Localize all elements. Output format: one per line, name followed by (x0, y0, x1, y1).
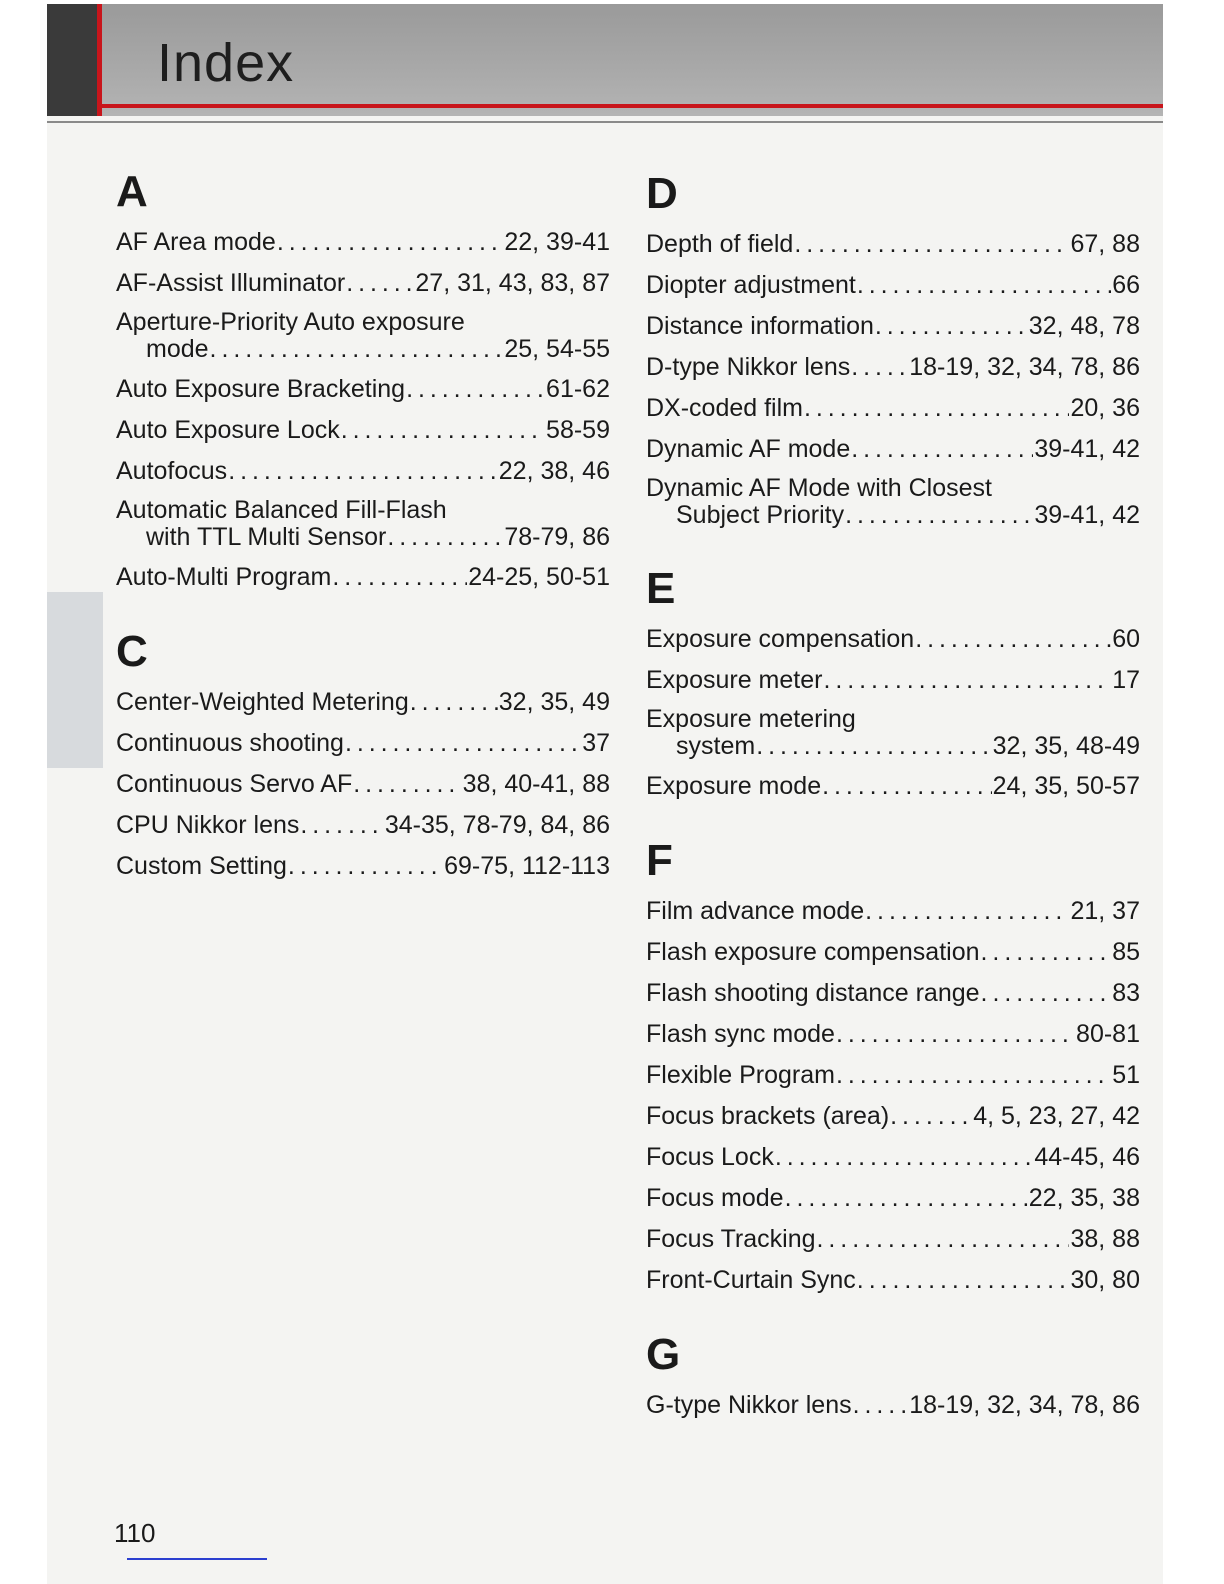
footer-accent-line (127, 1558, 267, 1560)
index-letter-heading: G (646, 1330, 681, 1379)
section-gap (116, 592, 610, 628)
index-entry-term: G-type Nikkor lens (646, 1391, 852, 1419)
side-thumb-tab (47, 592, 103, 768)
index-entry-term: Exposure metering (646, 705, 856, 733)
index-entry-pages: 38, 40-41, 88 (462, 770, 610, 798)
index-entry (646, 1101, 1140, 1131)
index-column-left (116, 168, 610, 881)
index-entry-term-continued: mode (146, 335, 209, 363)
index-entry (116, 374, 610, 404)
index-entry-term: Dynamic AF mode (646, 435, 851, 463)
index-entry (116, 562, 610, 592)
index-letter-heading: D (646, 169, 678, 218)
index-entry-pages: 25, 54-55 (504, 335, 610, 363)
index-entry-term: Flash sync mode (646, 1020, 835, 1048)
index-entry-pages: 30, 80 (1070, 1266, 1140, 1294)
index-entry-pages: 37 (582, 729, 610, 757)
index-entry-term: Aperture-Priority Auto exposure (116, 308, 465, 336)
index-entry-term: Continuous Servo AF (116, 770, 353, 798)
index-entry-term: Focus mode (646, 1184, 784, 1212)
dot-leader (851, 352, 908, 382)
header-red-underline (97, 104, 1163, 108)
index-entry (646, 1265, 1140, 1295)
dot-leader (346, 268, 414, 298)
index-entry (646, 270, 1140, 300)
index-entry-term: Continuous shooting (116, 729, 344, 757)
index-entry-term: Focus Tracking (646, 1225, 816, 1253)
index-entry-pages: 24-25, 50-51 (468, 563, 610, 591)
index-entry (646, 978, 1140, 1008)
dot-leader (345, 728, 581, 758)
index-entry (646, 706, 1140, 760)
index-entry (116, 268, 610, 298)
index-entry-pages: 18-19, 32, 34, 78, 86 (909, 1391, 1140, 1419)
dot-leader (794, 229, 1069, 259)
index-entry (646, 1060, 1140, 1090)
dot-leader (756, 733, 991, 760)
index-entry (646, 1142, 1140, 1172)
dot-leader (332, 562, 467, 592)
index-entry-term: Exposure meter (646, 666, 823, 694)
index-column-right (646, 170, 1140, 1420)
index-entry (646, 393, 1140, 423)
dot-leader (406, 374, 545, 404)
index-entry-term: AF Area mode (116, 228, 276, 256)
index-entry (116, 810, 610, 840)
index-entry-pages: 32, 35, 49 (498, 688, 610, 716)
index-entry-pages: 83 (1112, 979, 1140, 1007)
page-number: 110 (114, 1518, 156, 1548)
index-letter-heading: A (116, 167, 148, 216)
index-entry-pages: 18-19, 32, 34, 78, 86 (909, 353, 1140, 381)
index-entry-pages: 78-79, 86 (504, 523, 610, 551)
index-entry-term: AF-Assist Illuminator (116, 269, 346, 297)
index-entry-term-continued: with TTL Multi Sensor (146, 523, 387, 551)
dot-leader (845, 502, 1033, 529)
dot-leader (875, 311, 1028, 341)
dot-leader (865, 896, 1069, 926)
index-entry-pages: 61-62 (546, 375, 610, 403)
index-entry-term: Auto-Multi Program (116, 563, 332, 591)
index-entry-term: Focus brackets (area) (646, 1102, 890, 1130)
index-entry-term: Dynamic AF Mode with Closest (646, 474, 992, 502)
index-entry-pages: 58-59 (546, 416, 610, 444)
index-entry-term: Custom Setting (116, 852, 287, 880)
index-entry-pages: 34-35, 78-79, 84, 86 (384, 811, 610, 839)
index-entry (646, 229, 1140, 259)
index-entry-term: Automatic Balanced Fill-Flash (116, 496, 447, 524)
index-entry (116, 851, 610, 881)
index-entry-term-continued: system (676, 732, 756, 760)
index-letter-heading: C (116, 627, 148, 676)
index-entry (116, 769, 610, 799)
page-title: Index (157, 33, 295, 93)
dot-leader (300, 810, 383, 840)
dot-leader (915, 624, 1111, 654)
index-entry-pages: 20, 36 (1070, 394, 1140, 422)
index-entry-pages: 51 (1112, 1061, 1140, 1089)
index-entry-pages: 22, 35, 38 (1028, 1184, 1140, 1212)
header-red-accent-bar (97, 4, 102, 116)
dot-leader (890, 1101, 972, 1131)
index-letter-heading: F (646, 836, 673, 885)
index-entry-term: Depth of field (646, 230, 794, 258)
dot-leader (981, 937, 1112, 967)
dot-leader (857, 1265, 1070, 1295)
index-entry (116, 309, 610, 363)
dot-leader (785, 1183, 1028, 1213)
dot-leader (857, 270, 1111, 300)
section-gap (646, 529, 1140, 565)
dot-leader (804, 393, 1069, 423)
index-entry-term: CPU Nikkor lens (116, 811, 300, 839)
section-gap (646, 801, 1140, 837)
index-entry-pages: 85 (1112, 938, 1140, 966)
index-entry (646, 1183, 1140, 1213)
index-entry-term: Flash exposure compensation (646, 938, 980, 966)
index-entry (646, 475, 1140, 529)
dot-leader (341, 415, 545, 445)
index-entry-pages: 32, 35, 48-49 (992, 732, 1140, 760)
dot-leader (353, 769, 461, 799)
index-entry (646, 896, 1140, 926)
index-entry (646, 665, 1140, 695)
dot-leader (851, 434, 1033, 464)
index-entry (116, 415, 610, 445)
index-entry-pages: 24, 35, 50-57 (992, 772, 1140, 800)
index-entry-term: Distance information (646, 312, 874, 340)
index-entry-term: Flexible Program (646, 1061, 835, 1089)
index-entry-pages: 32, 48, 78 (1028, 312, 1140, 340)
index-entry-pages: 17 (1112, 666, 1140, 694)
index-entry (116, 456, 610, 486)
index-entry (646, 771, 1140, 801)
index-entry (646, 434, 1140, 464)
index-entry-pages: 22, 38, 46 (498, 457, 610, 485)
index-entry-pages: 39-41, 42 (1034, 435, 1140, 463)
index-entry-term: D-type Nikkor lens (646, 353, 851, 381)
index-entry (646, 352, 1140, 382)
index-entry-pages: 27, 31, 43, 83, 87 (415, 269, 610, 297)
index-entry (646, 1224, 1140, 1254)
dot-leader (981, 978, 1112, 1008)
dot-leader (836, 1019, 1075, 1049)
dot-leader (288, 851, 443, 881)
dot-leader (228, 456, 498, 486)
index-entry-term: Autofocus (116, 457, 228, 485)
index-entry-term: Exposure mode (646, 772, 822, 800)
index-entry-pages: 60 (1112, 625, 1140, 653)
index-entry-term: Front-Curtain Sync (646, 1266, 856, 1294)
index-entry-term: Auto Exposure Lock (116, 416, 340, 444)
index-entry-pages: 67, 88 (1070, 230, 1140, 258)
index-entry (646, 1019, 1140, 1049)
dot-leader (775, 1142, 1034, 1172)
dot-leader (277, 227, 504, 257)
dot-leader (853, 1390, 909, 1420)
dot-leader (387, 524, 503, 551)
index-entry-term: Flash shooting distance range (646, 979, 980, 1007)
dot-leader (817, 1224, 1070, 1254)
index-entry (646, 937, 1140, 967)
index-entry-pages: 66 (1112, 271, 1140, 299)
index-entry-term: Focus Lock (646, 1143, 774, 1171)
index-entry-term-continued: Subject Priority (676, 501, 845, 529)
index-entry (646, 311, 1140, 341)
header-dark-tab (47, 4, 97, 116)
index-letter-heading: E (646, 564, 676, 613)
index-entry-pages: 80-81 (1076, 1020, 1140, 1048)
index-entry-pages: 21, 37 (1070, 897, 1140, 925)
section-gap (646, 1295, 1140, 1331)
index-entry-term: Auto Exposure Bracketing (116, 375, 406, 403)
index-entry-term: Exposure compensation (646, 625, 915, 653)
dot-leader (822, 771, 992, 801)
index-entry (116, 687, 610, 717)
index-entry-pages: 4, 5, 23, 27, 42 (973, 1102, 1140, 1130)
index-entry-term: DX-coded film (646, 394, 803, 422)
index-entry (116, 497, 610, 551)
index-entry (646, 624, 1140, 654)
index-entry (646, 1390, 1140, 1420)
dot-leader (823, 665, 1111, 695)
index-entry (116, 227, 610, 257)
index-entry-pages: 22, 39-41 (504, 228, 610, 256)
dot-leader (210, 336, 504, 363)
index-entry-pages: 69-75, 112-113 (444, 852, 610, 880)
dot-leader (836, 1060, 1111, 1090)
index-entry-pages: 39-41, 42 (1034, 501, 1140, 529)
dot-leader (410, 687, 498, 717)
index-entry-term: Center-Weighted Metering (116, 688, 409, 716)
header-rule (47, 121, 1163, 123)
index-entry (116, 728, 610, 758)
index-entry-term: Film advance mode (646, 897, 865, 925)
index-entry-pages: 44-45, 46 (1034, 1143, 1140, 1171)
index-entry-pages: 38, 88 (1070, 1225, 1140, 1253)
index-entry-term: Diopter adjustment (646, 271, 856, 299)
